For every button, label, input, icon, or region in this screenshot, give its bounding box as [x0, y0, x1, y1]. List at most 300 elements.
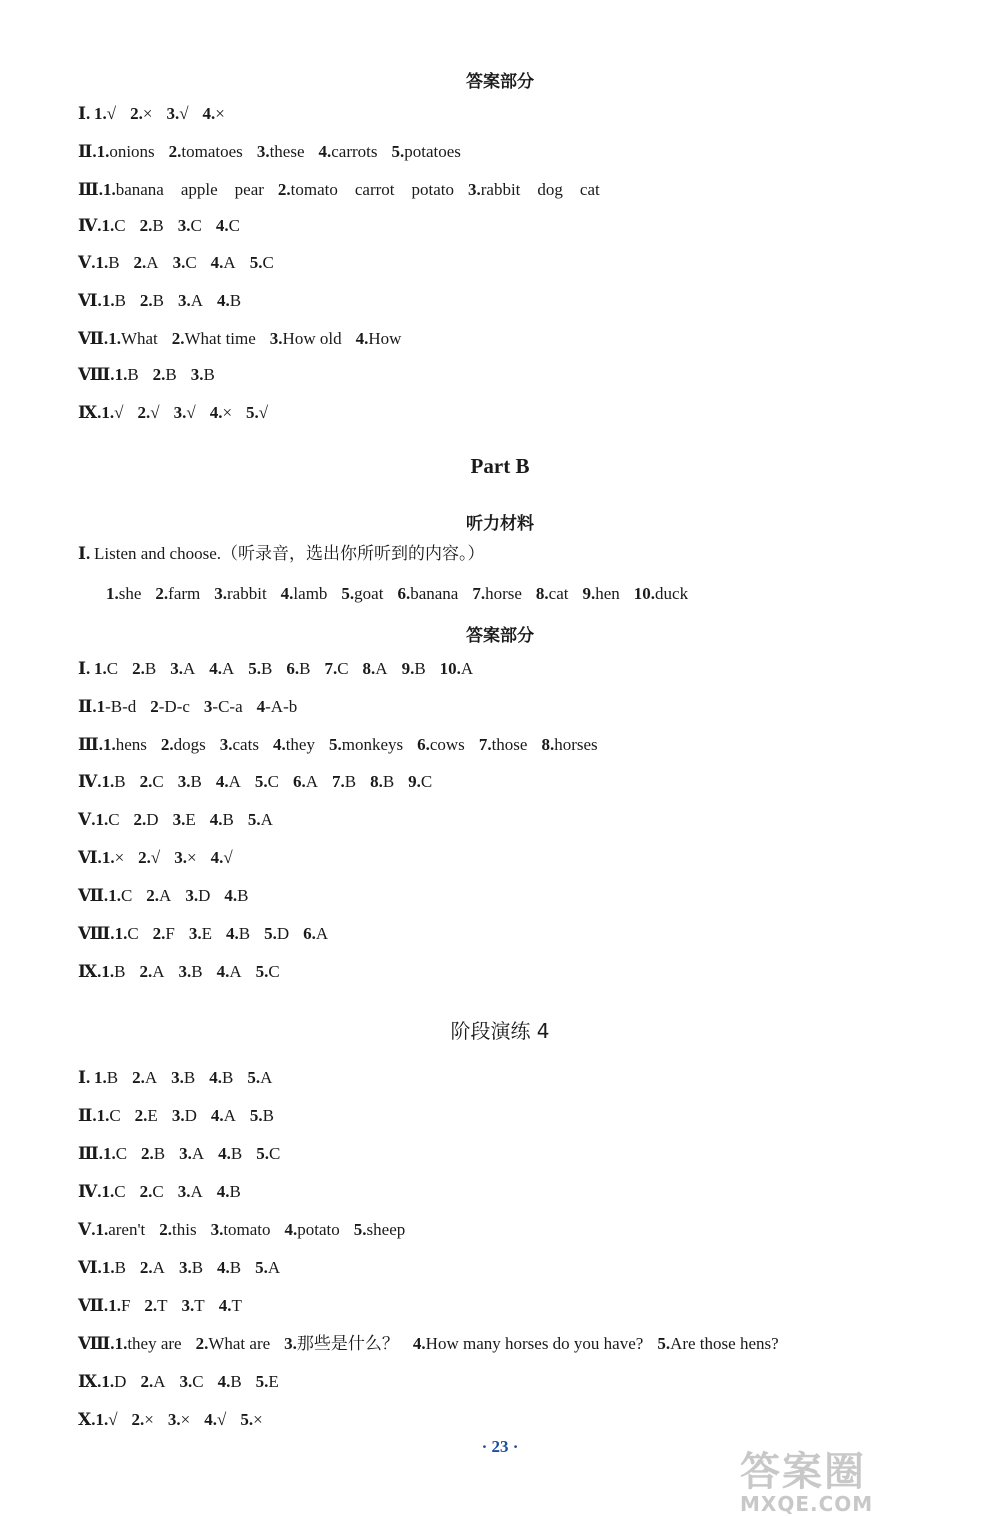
item-number: 1.	[94, 659, 107, 678]
answer-item	[392, 142, 461, 161]
item-number: 2.	[139, 772, 153, 791]
item-number: 3.	[178, 291, 191, 310]
item-number: 1.	[101, 772, 115, 791]
item-number: 3.	[178, 1258, 192, 1277]
item-number: 6.	[292, 772, 306, 791]
item-number: 4.	[318, 142, 332, 161]
answer-item	[240, 1410, 262, 1429]
answers-heading: 答案部分	[466, 72, 534, 92]
watermark-logo-text: 答案圈	[740, 1449, 866, 1495]
item-answer: hens	[115, 735, 147, 754]
roman-numeral: Ⅴ.	[78, 1220, 96, 1239]
answer-item	[440, 659, 474, 678]
item-answer: A	[223, 1106, 236, 1125]
stage-4-heading: 阶段演练 4	[450, 1019, 550, 1043]
item-number: 1.	[95, 253, 109, 272]
roman-numeral: Ⅷ.	[78, 1334, 115, 1353]
answer-item	[97, 142, 155, 161]
item-number: 5.	[341, 584, 355, 603]
item-number: 1	[96, 697, 106, 716]
item-number: 4.	[218, 1144, 231, 1163]
item-number: 6.	[286, 659, 300, 678]
item-number: 5.	[249, 1106, 263, 1125]
answer-item	[370, 772, 394, 791]
answer-item	[144, 1296, 167, 1315]
answer-item	[293, 772, 318, 791]
item-number: 3.	[171, 1068, 184, 1087]
answer-item	[278, 180, 454, 199]
roman-numeral: Ⅶ.	[78, 329, 109, 348]
item-answer: ×	[215, 104, 225, 123]
item-answer: C	[115, 1144, 128, 1163]
roman-numeral: Ⅴ.	[78, 810, 96, 829]
item-answer: How	[368, 329, 402, 348]
item-number: 4.	[209, 810, 223, 829]
item-number: 8.	[362, 659, 376, 678]
answer-row	[78, 734, 612, 756]
item-answer: B	[230, 1144, 243, 1163]
item-number: 3.	[171, 1106, 185, 1125]
item-answer: Are those hens?	[670, 1334, 779, 1353]
part-b-heading: Part B	[470, 454, 530, 478]
roman-numeral: Ⅱ.	[78, 697, 97, 716]
item-answer: √	[258, 403, 269, 422]
answer-item	[255, 1258, 280, 1277]
item-answer: C	[262, 253, 274, 272]
item-number: 4.	[217, 291, 230, 310]
item-word: banana	[410, 584, 459, 603]
item-answer: B	[190, 772, 202, 791]
item-number: 3.	[185, 886, 199, 905]
item-answer: banana apple pear	[115, 180, 264, 199]
item-answer: B	[191, 962, 203, 981]
answer-item	[216, 772, 241, 791]
item-answer: D	[198, 886, 211, 905]
item-number: 2.	[171, 329, 185, 348]
item-answer: C	[337, 659, 349, 678]
answer-item	[179, 1258, 203, 1277]
item-number: 3.	[256, 142, 270, 161]
item-answer: How old	[282, 329, 342, 348]
roman-numeral: Ⅶ.	[78, 886, 109, 905]
item-answer: B	[238, 924, 251, 943]
item-number: 5.	[255, 1372, 269, 1391]
item-answer: C	[108, 810, 120, 829]
answer-item	[168, 1410, 190, 1429]
item-number: 5.	[256, 1144, 270, 1163]
item-number: 4.	[202, 104, 216, 123]
answer-item	[141, 1144, 165, 1163]
item-answer: -B-d	[105, 697, 137, 716]
item-number: 4.	[217, 1258, 230, 1277]
item-number: 6.	[397, 584, 411, 603]
answer-item	[217, 962, 242, 981]
item-answer: C	[106, 659, 119, 678]
answer-row	[78, 1067, 286, 1089]
item-answer: A	[229, 962, 242, 981]
answer-item	[204, 1410, 226, 1429]
item-number: 1.	[101, 291, 115, 310]
answer-item	[209, 659, 234, 678]
item-number: 3.	[167, 1410, 181, 1429]
item-number: 2.	[160, 735, 174, 754]
item-number: 4.	[355, 329, 369, 348]
roman-numeral: Ⅵ.	[78, 1258, 102, 1277]
answer-item	[218, 1372, 242, 1391]
answer-item	[172, 329, 256, 348]
item-number: 3.	[468, 180, 481, 199]
item-answer: ×	[187, 848, 197, 867]
answer-item	[285, 1220, 340, 1239]
item-word: farm	[168, 584, 201, 603]
roman-numeral: Ⅲ.	[78, 180, 103, 199]
roman-numeral: Ⅳ.	[78, 1182, 102, 1201]
answer-item	[103, 1144, 127, 1163]
item-number: 1.	[95, 810, 109, 829]
item-answer: B	[229, 1182, 241, 1201]
item-number: 4.	[272, 735, 286, 754]
item-number: 6.	[417, 735, 430, 754]
item-answer: √	[186, 403, 196, 422]
item-answer: A	[146, 253, 159, 272]
item-answer: B	[414, 659, 426, 678]
item-answer: ×	[180, 1410, 191, 1429]
answer-item	[140, 216, 164, 235]
answer-row	[78, 1333, 793, 1355]
answer-item	[130, 104, 152, 123]
listening-item	[281, 584, 328, 603]
item-number: 3.	[284, 1334, 297, 1353]
answer-item	[101, 962, 125, 981]
answer-item	[413, 1334, 643, 1353]
answer-item	[173, 810, 196, 829]
item-answer: A	[305, 772, 318, 791]
watermark	[740, 1449, 970, 1516]
item-number: 1.	[102, 180, 116, 199]
answer-item	[247, 1068, 272, 1087]
answer-item	[102, 848, 124, 867]
item-number: 1.	[101, 1182, 115, 1201]
item-answer: A	[144, 1068, 158, 1087]
answer-row	[78, 1143, 294, 1165]
watermark-url: MXQE.COM	[740, 1492, 874, 1516]
answer-item	[174, 848, 196, 867]
item-number: 3.	[269, 329, 283, 348]
answer-item	[179, 1144, 204, 1163]
item-answer: C	[127, 924, 139, 943]
answer-item	[402, 659, 426, 678]
item-answer: B	[262, 1106, 274, 1125]
roman-numeral: Ⅰ.	[78, 1068, 91, 1087]
item-number: 1.	[101, 848, 115, 867]
answer-item	[95, 253, 119, 272]
answer-item	[138, 848, 160, 867]
item-number: 3.	[177, 772, 191, 791]
roman-numeral: Ⅶ.	[78, 1296, 109, 1315]
item-number: 2.	[146, 886, 160, 905]
item-number: 1.	[101, 216, 115, 235]
item-number: 5.	[254, 772, 268, 791]
item-number: 3.	[214, 584, 228, 603]
item-answer: √	[179, 104, 189, 123]
page-number: · 23 ·	[481, 1437, 519, 1456]
item-answer: carrots	[331, 142, 378, 161]
item-number: 3.	[210, 1220, 224, 1239]
item-word: rabbit	[227, 584, 267, 603]
item-answer: T	[231, 1296, 242, 1315]
answer-item	[210, 403, 232, 422]
item-answer: How many horses do you have?	[425, 1334, 644, 1353]
answer-item	[284, 1334, 399, 1353]
item-answer: A	[260, 810, 273, 829]
answer-item	[108, 1296, 130, 1315]
item-number: 1.	[106, 584, 119, 603]
listening-instruction	[78, 543, 485, 565]
answer-item	[173, 253, 197, 272]
item-number: 4.	[216, 962, 230, 981]
answer-item	[108, 886, 132, 905]
item-answer: C	[190, 216, 202, 235]
item-number: 3.	[188, 924, 202, 943]
answer-item	[479, 735, 528, 754]
answer-item	[250, 1106, 274, 1125]
item-number: 2	[150, 697, 159, 716]
item-number: 7.	[472, 584, 486, 603]
answer-item	[140, 772, 164, 791]
item-answer: What are	[208, 1334, 271, 1353]
answer-item	[95, 1220, 145, 1239]
answer-item	[255, 772, 279, 791]
item-answer: D	[146, 810, 159, 829]
item-answer: C	[114, 1182, 126, 1201]
answer-item	[115, 365, 139, 384]
item-number: 5.	[353, 1220, 367, 1239]
item-number: 3.	[177, 216, 191, 235]
roman-numeral: Ⅱ.	[78, 1106, 97, 1125]
item-number: 5.	[255, 1258, 268, 1277]
item-number: 1.	[108, 886, 121, 905]
item-number: 7.	[324, 659, 338, 678]
item-answer: dogs	[173, 735, 206, 754]
answer-item	[134, 253, 159, 272]
answer-item	[332, 772, 356, 791]
answer-item	[174, 403, 196, 422]
item-number: 2.	[132, 659, 145, 678]
item-number: 5.	[657, 1334, 671, 1353]
answer-item	[256, 1372, 279, 1391]
answer-item	[97, 697, 137, 716]
answer-row	[78, 1371, 293, 1393]
item-answer: E	[147, 1106, 158, 1125]
item-answer: C	[228, 216, 240, 235]
answer-item	[171, 1068, 195, 1087]
item-number: 2.	[141, 1144, 154, 1163]
answer-item	[257, 142, 305, 161]
item-number: 4.	[210, 848, 224, 867]
answer-item	[153, 924, 175, 943]
item-answer: this	[172, 1220, 197, 1239]
answer-row	[78, 923, 342, 945]
item-number: 5.	[391, 142, 405, 161]
answer-item	[135, 1106, 158, 1125]
answer-item	[356, 329, 402, 348]
roman-numeral: Ⅹ.	[78, 1410, 96, 1429]
answer-item	[132, 1068, 157, 1087]
item-answer: √	[106, 104, 117, 123]
answer-item	[319, 142, 378, 161]
answer-row	[78, 252, 288, 274]
item-answer: C	[185, 253, 197, 272]
item-answer: D	[276, 924, 290, 943]
answer-item	[257, 697, 298, 716]
answer-item	[153, 365, 177, 384]
item-number: 5.	[240, 1410, 254, 1429]
answer-item	[182, 1296, 205, 1315]
item-number: 3.	[181, 1296, 195, 1315]
answer-item	[248, 659, 272, 678]
item-number: 8.	[370, 772, 383, 791]
answer-item	[211, 1106, 236, 1125]
item-word: lamb	[293, 584, 328, 603]
answer-item	[94, 104, 116, 123]
item-number: 4.	[209, 659, 222, 678]
answer-item	[203, 104, 225, 123]
item-answer: B	[152, 216, 164, 235]
item-number: 3.	[219, 735, 233, 754]
answer-item	[101, 403, 123, 422]
item-number: 4.	[216, 1182, 230, 1201]
item-answer: B	[344, 772, 357, 791]
item-word: duck	[655, 584, 689, 603]
answer-row	[78, 141, 475, 163]
item-answer: B	[222, 810, 234, 829]
listening-item	[106, 584, 141, 603]
item-answer: tomato carrot potato	[290, 180, 454, 199]
item-answer: C	[192, 1372, 204, 1391]
item-number: 4.	[210, 1106, 224, 1125]
item-number: 2.	[138, 848, 151, 867]
roman-numeral: Ⅱ.	[78, 142, 97, 161]
item-number: 1.	[94, 1068, 107, 1087]
answer-item	[256, 1144, 280, 1163]
answer-row	[78, 1219, 419, 1241]
item-answer: A	[460, 659, 474, 678]
listening-item	[397, 584, 458, 603]
roman-numeral: Ⅸ.	[78, 1372, 102, 1391]
answer-row	[78, 847, 247, 869]
answer-item	[97, 1106, 121, 1125]
answer-item	[150, 697, 190, 716]
answer-item	[417, 735, 465, 754]
item-answer: A	[153, 1372, 166, 1391]
answer-item	[270, 329, 342, 348]
listening-item	[214, 584, 266, 603]
item-answer: C	[267, 772, 279, 791]
item-number: 2.	[139, 1182, 153, 1201]
item-number: 2.	[131, 1410, 145, 1429]
item-answer: those	[491, 735, 528, 754]
item-answer: cows	[429, 735, 465, 754]
answer-item	[170, 659, 195, 678]
answer-item	[541, 735, 597, 754]
answer-item	[102, 291, 126, 310]
roman-numeral: Ⅲ.	[78, 735, 103, 754]
item-number: 2.	[130, 104, 143, 123]
roman-numeral: Ⅳ.	[78, 216, 102, 235]
answer-item	[132, 1410, 154, 1429]
roman-numeral: Ⅴ.	[78, 253, 96, 272]
answer-row	[78, 771, 446, 793]
item-number: 4.	[412, 1334, 426, 1353]
item-number: 1.	[96, 142, 110, 161]
answer-item	[115, 924, 139, 943]
item-answer: ×	[142, 104, 153, 123]
listening-item	[155, 584, 200, 603]
answer-item	[657, 1334, 778, 1353]
answer-item	[140, 1372, 165, 1391]
item-answer: -D-c	[158, 697, 190, 716]
answer-item	[216, 216, 240, 235]
answer-item	[286, 659, 310, 678]
roman-numeral: Ⅰ.	[78, 544, 91, 563]
item-answer: C	[269, 1144, 281, 1163]
answer-item	[140, 1258, 165, 1277]
item-number: 1.	[102, 735, 116, 754]
item-number: 1.	[108, 329, 121, 348]
answer-row	[78, 215, 254, 237]
item-number: 2.	[139, 962, 153, 981]
item-answer: √	[223, 848, 233, 867]
item-number: 1.	[101, 962, 115, 981]
answer-item	[250, 253, 274, 272]
listening-item	[536, 584, 569, 603]
item-number: 4.	[215, 216, 229, 235]
answer-item	[134, 810, 159, 829]
item-number: 10.	[633, 584, 656, 603]
item-number: 1.	[96, 1106, 110, 1125]
item-number: 9.	[582, 584, 596, 603]
item-answer: C	[114, 216, 126, 235]
answer-item	[146, 886, 171, 905]
item-number: 4.	[280, 584, 294, 603]
item-answer: T	[194, 1296, 205, 1315]
item-number: 4.	[209, 403, 223, 422]
listening-item	[341, 584, 383, 603]
answer-item	[329, 735, 403, 754]
answer-row	[78, 364, 229, 386]
item-number: 1.	[114, 1334, 128, 1353]
answer-row	[78, 961, 294, 983]
item-answer: C	[109, 1106, 121, 1125]
item-number: 3.	[174, 848, 187, 867]
item-answer: A	[228, 772, 241, 791]
item-number: 1.	[95, 1410, 109, 1429]
item-number: 2.	[152, 365, 166, 384]
answer-item	[211, 848, 233, 867]
answer-item	[94, 1068, 118, 1087]
item-number: 2.	[139, 1258, 153, 1277]
roman-numeral: Ⅵ.	[78, 848, 102, 867]
item-answer: F	[165, 924, 175, 943]
answer-item	[102, 216, 126, 235]
instruction-text: Listen and choose.（听录音，选出你所听到的内容。）	[94, 544, 485, 563]
item-answer: B	[108, 253, 120, 272]
item-number: 1.	[101, 1258, 115, 1277]
item-number: 2.	[155, 584, 169, 603]
item-answer: B	[237, 886, 249, 905]
item-number: 4.	[224, 886, 238, 905]
item-number: 1.	[94, 104, 107, 123]
